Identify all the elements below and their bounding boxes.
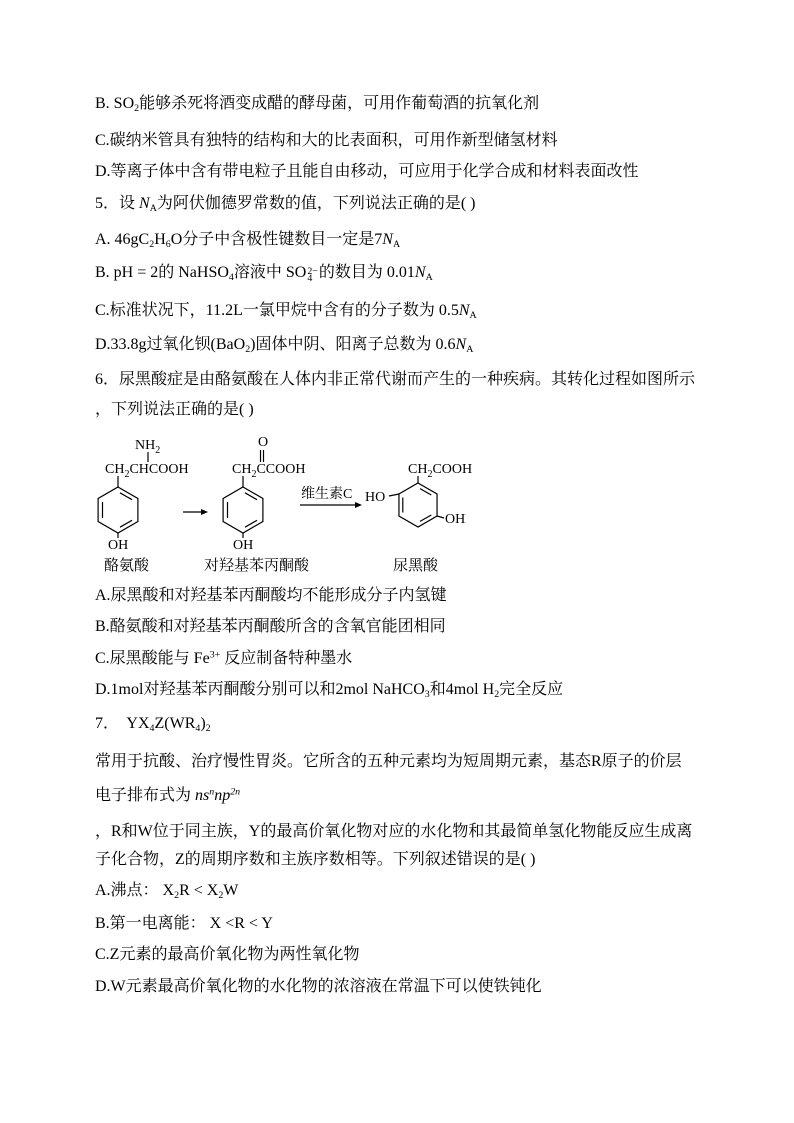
q5-option-d — [95, 334, 473, 356]
subscript: 6 — [165, 238, 171, 250]
group-text: CHCOOH — [129, 462, 189, 477]
formula-text: Z(WR — [154, 715, 196, 732]
q5-stem — [95, 193, 476, 215]
option-text: B. SO — [95, 95, 135, 112]
ion-charge-stack — [307, 265, 318, 285]
subscript: 4 — [195, 722, 201, 734]
subscript: 2 — [205, 722, 211, 734]
compound-name: 对羟基苯丙酮酸 — [204, 558, 310, 574]
subscript: 2 — [427, 469, 433, 480]
option-text: D.W元素最高价氧化物的水化物的浓溶液在常温下可以使铁钝化 — [95, 978, 542, 995]
superscript: n — [209, 786, 215, 798]
arrowhead — [201, 509, 208, 515]
subscript: 2 — [134, 102, 140, 114]
option-text: H — [154, 231, 166, 248]
subscript: 2 — [124, 469, 130, 480]
option-text: C.Z元素的最高价氧化物为两性氧化物 — [95, 946, 360, 963]
bond — [389, 494, 399, 496]
compound-hydroxyphenylpyruvic-acid — [204, 435, 310, 574]
superscript: 2− — [307, 265, 318, 277]
q7-option-a — [95, 880, 238, 902]
option-text: O分子中含极性键数目一定是7 — [170, 231, 383, 248]
option-text: B.酪氨酸和对羟基苯丙酮酸所含的含氧官能团相同 — [95, 618, 446, 635]
subscript: A — [425, 271, 433, 283]
q6-option-a — [95, 585, 447, 607]
hydroxyl-label: OH — [233, 538, 254, 553]
group-text: COOH — [432, 462, 473, 477]
subscript: 4 — [228, 271, 234, 283]
group-text: CH — [232, 462, 252, 477]
subscript: A — [466, 343, 474, 355]
hydroxyl-label: HO — [365, 490, 386, 505]
option-text: A. 46gC — [95, 231, 150, 248]
compound-name: 酪氨酸 — [104, 558, 150, 574]
stem-text: 常用于抗酸、治疗慢性胃炎。它所含的五种元素均为短周期元素，基态R原子的价层 — [95, 753, 682, 770]
option-text: D.33.8g过氧化钡(BaO — [95, 336, 246, 353]
option-text: C.碳纳米管具有独特的结构和大的比表面积，可用作新型储氢材料 — [95, 132, 558, 149]
group-text: CH — [105, 462, 125, 477]
q7-stem-line-2 — [95, 785, 240, 807]
stem-text: ，R和W位于同主族，Y的最高价氧化物对应的水化物和其最简单氢化物能反应生成离 — [95, 823, 693, 840]
option-text: 能够杀死将酒变成醋的酵母菌，可用作葡萄酒的抗氧化剂 — [139, 95, 540, 112]
subscript: 2 — [245, 343, 251, 355]
q5-option-a — [95, 229, 400, 251]
subscript: A — [149, 202, 157, 214]
italic-symbol: N — [139, 195, 150, 212]
q5-option-c — [95, 300, 477, 322]
q7-stem-line-4 — [95, 849, 535, 871]
subscript: 2 — [494, 688, 500, 700]
q7-option-c — [95, 944, 359, 966]
stem-text: 为阿伏伽德罗常数的值，下列说法正确的是( ) — [156, 195, 476, 212]
q5-option-b — [95, 262, 433, 284]
option-text: C.尿黑酸能与 Fe — [95, 650, 210, 667]
q6-stem-line-1 — [95, 369, 695, 391]
q4-option-d — [95, 161, 639, 183]
option-text: A.尿黑酸和对羟基苯丙酮酸均不能形成分子内氢键 — [95, 587, 447, 604]
option-text: 反应制备特种墨水 — [220, 650, 353, 667]
option-text: 溶液中 SO — [233, 264, 307, 281]
option-text: 和4mol H — [429, 681, 495, 698]
italic-symbol: N — [458, 302, 470, 319]
q6-option-d — [95, 679, 563, 701]
italic-symbol: N — [382, 231, 393, 248]
option-text: R < X — [179, 882, 219, 899]
superscript: 3+ — [209, 649, 221, 661]
q7-stem-line-1 — [95, 751, 682, 773]
q7-formula — [95, 713, 211, 735]
stem-text: 电子排布式为 — [95, 787, 196, 804]
benzene-ring — [98, 487, 138, 533]
option-text: B. pH = 2的 NaHSO — [95, 264, 229, 281]
benzene-ring — [399, 483, 437, 527]
subscript: 2 — [155, 445, 161, 456]
subscript: 4 — [307, 273, 313, 285]
formula-text: ) — [200, 715, 206, 732]
q4-option-b — [95, 93, 539, 115]
option-text: 的数目为 0.01 — [318, 264, 415, 281]
q7-stem-line-3 — [95, 821, 692, 843]
stem-text: 5．设 — [95, 195, 140, 212]
stem-text: ，下列说法正确的是( ) — [95, 401, 254, 418]
subscript: 2 — [174, 889, 180, 901]
compound-tyrosine — [98, 438, 188, 574]
group-text: CCOOH — [256, 462, 306, 477]
formula-text: 7． YX — [95, 715, 150, 732]
option-text: W — [223, 882, 239, 899]
q7-option-b — [95, 913, 273, 935]
arrowhead — [355, 502, 362, 508]
q6-option-c — [95, 648, 352, 670]
option-text: D.等离子体中含有带电粒子且能自由移动，可应用于化学合成和材料表面改性 — [95, 163, 639, 180]
superscript: 2n — [230, 786, 241, 798]
subscript: A — [469, 309, 477, 321]
compound-homogentisic-acid — [365, 462, 472, 574]
option-text: B.第一电离能： X <R < Y — [95, 915, 273, 932]
option-text: )固体中阴、阳离子总数为 0.6 — [250, 336, 456, 353]
carbonyl-oxygen-label: O — [258, 435, 269, 450]
reagent-label: 维生素C — [301, 487, 353, 502]
italic-symbol: N — [455, 336, 467, 353]
bond — [437, 516, 444, 518]
q6-option-b — [95, 616, 446, 638]
subscript: 2 — [218, 889, 224, 901]
benzene-ring — [223, 487, 263, 533]
subscript: 3 — [424, 688, 430, 700]
subscript: 2 — [149, 238, 155, 250]
italic-symbol: np — [214, 787, 231, 804]
reaction-diagram — [90, 430, 500, 580]
option-text: A.沸点： X — [95, 882, 175, 899]
hydroxyl-label: OH — [445, 512, 466, 527]
q4-option-c — [95, 130, 558, 152]
subscript: A — [392, 238, 401, 250]
option-text: 完全反应 — [499, 681, 564, 698]
italic-symbol: N — [414, 264, 426, 281]
q6-stem-line-2 — [95, 399, 254, 421]
italic-symbol: ns — [195, 787, 210, 804]
hydroxyl-label: OH — [108, 538, 129, 553]
subscript: 2 — [251, 469, 257, 480]
option-text: C.标准状况下，11.2L一氯甲烷中含有的分子数为 0.5 — [95, 302, 459, 319]
group-text: CH — [408, 462, 428, 477]
subscript: 4 — [149, 722, 155, 734]
stem-text: 6．尿黑酸症是由酪氨酸在人体内非正常代谢而产生的一种疾病。其转化过程如图所示 — [95, 371, 696, 388]
stem-text: 子化合物，Z的周期序数和主族序数相等。下列叙述错误的是( ) — [95, 851, 536, 868]
option-text: D.1mol对羟基苯丙酮酸分别可以和2mol NaHCO — [95, 681, 425, 698]
compound-name: 尿黑酸 — [393, 558, 439, 574]
group-text: NH — [135, 438, 156, 453]
q7-option-d — [95, 976, 542, 998]
